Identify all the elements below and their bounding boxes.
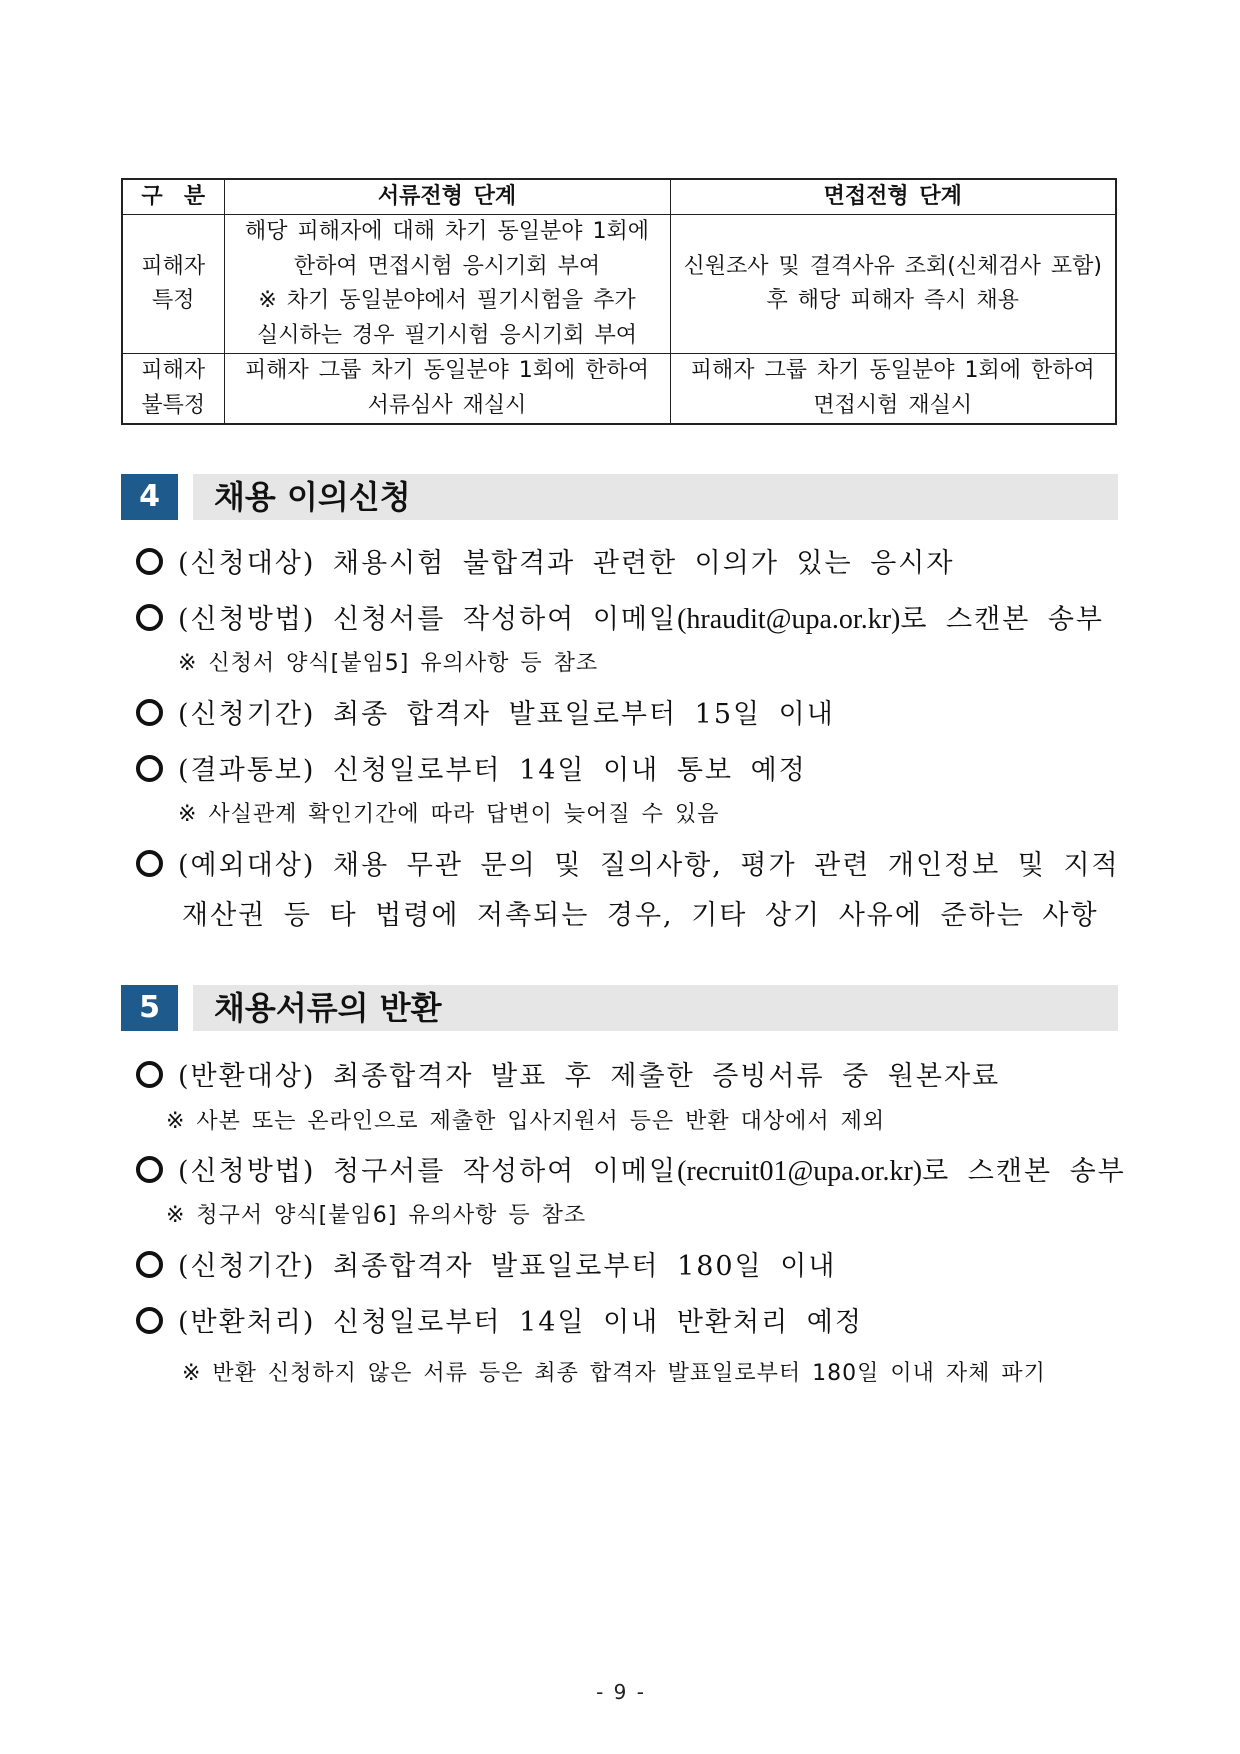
circle-bullet-icon: [136, 755, 163, 782]
reference-note: ※ 사실관계 확인기간에 따라 답변이 늦어질 수 있음: [178, 802, 720, 827]
bullet-label: (결과통보): [178, 755, 316, 786]
table-cell-document-stage: [224, 215, 670, 354]
bullet-text: 채용 무관 문의 및 질의사항, 평가 관련 개인정보 및 지적: [333, 850, 1120, 881]
cell-line: 한하여 면접시험 응시기회 부여: [293, 253, 601, 279]
bullet-text: 최종합격자 발표일로부터 180일 이내: [333, 1251, 837, 1282]
bullet-item: [136, 695, 835, 735]
cell-line: 후 해당 피해자 즉시 채용: [766, 288, 1019, 313]
circle-bullet-icon: [136, 850, 163, 877]
bullet-label: (예외대상): [178, 850, 316, 881]
bullet-label: (반환대상): [178, 1061, 316, 1092]
table-row: [122, 354, 1116, 425]
cell-line: 피해자: [141, 358, 206, 383]
table-header-row: [122, 179, 1116, 215]
cell-line: 실시하는 경우 필기시험 응시기회 부여: [256, 322, 637, 348]
section-title: 채용 이의신청: [214, 478, 411, 516]
victim-remedy-table: [121, 178, 1117, 425]
section-4-header: [121, 474, 1118, 520]
bullet-label: (반환처리): [178, 1307, 316, 1338]
reference-note: ※ 반환 신청하지 않은 서류 등은 최종 합격자 발표일로부터 180일 이내 자체 파기: [182, 1361, 1046, 1386]
section-number-badge: 4: [121, 474, 178, 520]
circle-bullet-icon: [136, 1061, 163, 1088]
email-address: (recruit01@upa.or.kr): [677, 1156, 923, 1187]
reference-note: ※ 청구서 양식[붙임6] 유의사항 등 참조: [166, 1203, 587, 1228]
table-row: [122, 215, 1116, 354]
table-cell-category: [122, 215, 224, 354]
section-number-badge: 5: [121, 985, 178, 1031]
reference-note: ※ 사본 또는 온라인으로 제출한 입사지원서 등은 반환 대상에서 제외: [166, 1109, 886, 1134]
bullet-text-after: 로 스캔본 송부: [922, 1156, 1126, 1187]
circle-bullet-icon: [136, 1251, 163, 1278]
table-header-interview-stage: 면접전형 단계: [670, 179, 1116, 215]
reference-note: ※ 신청서 양식[붙임5] 유의사항 등 참조: [178, 651, 599, 676]
circle-bullet-icon: [136, 1307, 163, 1334]
cell-line: 특정: [151, 288, 195, 313]
bullet-label: (신청기간): [178, 1251, 316, 1282]
bullet-text-after: 로 스캔본 송부: [900, 604, 1105, 635]
bullet-item: [136, 1303, 863, 1343]
bullet-text: 최종 합격자 발표일로부터 15일 이내: [333, 699, 835, 730]
bullet-item: [136, 846, 1120, 886]
bullet-label: (신청대상): [178, 548, 316, 579]
cell-line: 서류심사 재실시: [367, 392, 527, 418]
bullet-item: [136, 751, 807, 791]
bullet-text: 신청일로부터 14일 이내 통보 예정: [333, 755, 807, 786]
cell-line: 면접시험 재실시: [813, 392, 973, 418]
bullet-text: 최종합격자 발표 후 제출한 증빙서류 중 원본자료: [333, 1061, 1001, 1092]
bullet-label: (신청기간): [178, 699, 316, 730]
table-header-category: 구 분: [122, 179, 224, 215]
table-cell-interview-stage: [670, 354, 1116, 425]
section-5-header: [121, 985, 1118, 1031]
cell-line: 피해자 그룹 차기 동일분야 1회에 한하여: [690, 358, 1095, 383]
bullet-text: 채용시험 불합격과 관련한 이의가 있는 응시자: [333, 548, 955, 579]
table-cell-document-stage: [224, 354, 670, 425]
circle-bullet-icon: [136, 604, 163, 631]
circle-bullet-icon: [136, 699, 163, 726]
cell-line: 해당 피해자에 대해 차기 동일분야 1회에: [245, 219, 649, 244]
bullet-item: [136, 600, 1104, 640]
bullet-item: [136, 1057, 1000, 1097]
bullet-item: [136, 1247, 836, 1287]
bullet-label: (신청방법): [178, 604, 316, 635]
page-number: - 9 -: [596, 1680, 644, 1704]
table-cell-interview-stage: [670, 215, 1116, 354]
bullet-label: (신청방법): [178, 1156, 316, 1187]
table-header-document-stage: 서류전형 단계: [224, 179, 670, 215]
bullet-text: 신청서를 작성하여 이메일: [333, 604, 678, 635]
cell-line: 피해자 그룹 차기 동일분야 1회에 한하여: [245, 358, 649, 383]
cell-line: 불특정: [141, 392, 206, 418]
bullet-text: 청구서를 작성하여 이메일: [333, 1156, 678, 1187]
bullet-text: 신청일로부터 14일 이내 반환처리 예정: [333, 1307, 863, 1338]
cell-line: 피해자: [141, 253, 206, 279]
bullet-item: [136, 544, 954, 584]
email-address: (hraudit@upa.or.kr): [677, 604, 901, 635]
cell-line: ※ 차기 동일분야에서 필기시험을 추가: [258, 288, 636, 313]
section-title: 채용서류의 반환: [214, 989, 442, 1027]
table-cell-category: [122, 354, 224, 425]
cell-line: 신원조사 및 결격사유 조회(신체검사 포함): [683, 253, 1102, 279]
bullet-item: [136, 1152, 1126, 1192]
circle-bullet-icon: [136, 1156, 163, 1183]
bullet-text-continuation: 재산권 등 타 법령에 저촉되는 경우, 기타 상기 사유에 준하는 사항: [182, 900, 1099, 931]
circle-bullet-icon: [136, 548, 163, 575]
